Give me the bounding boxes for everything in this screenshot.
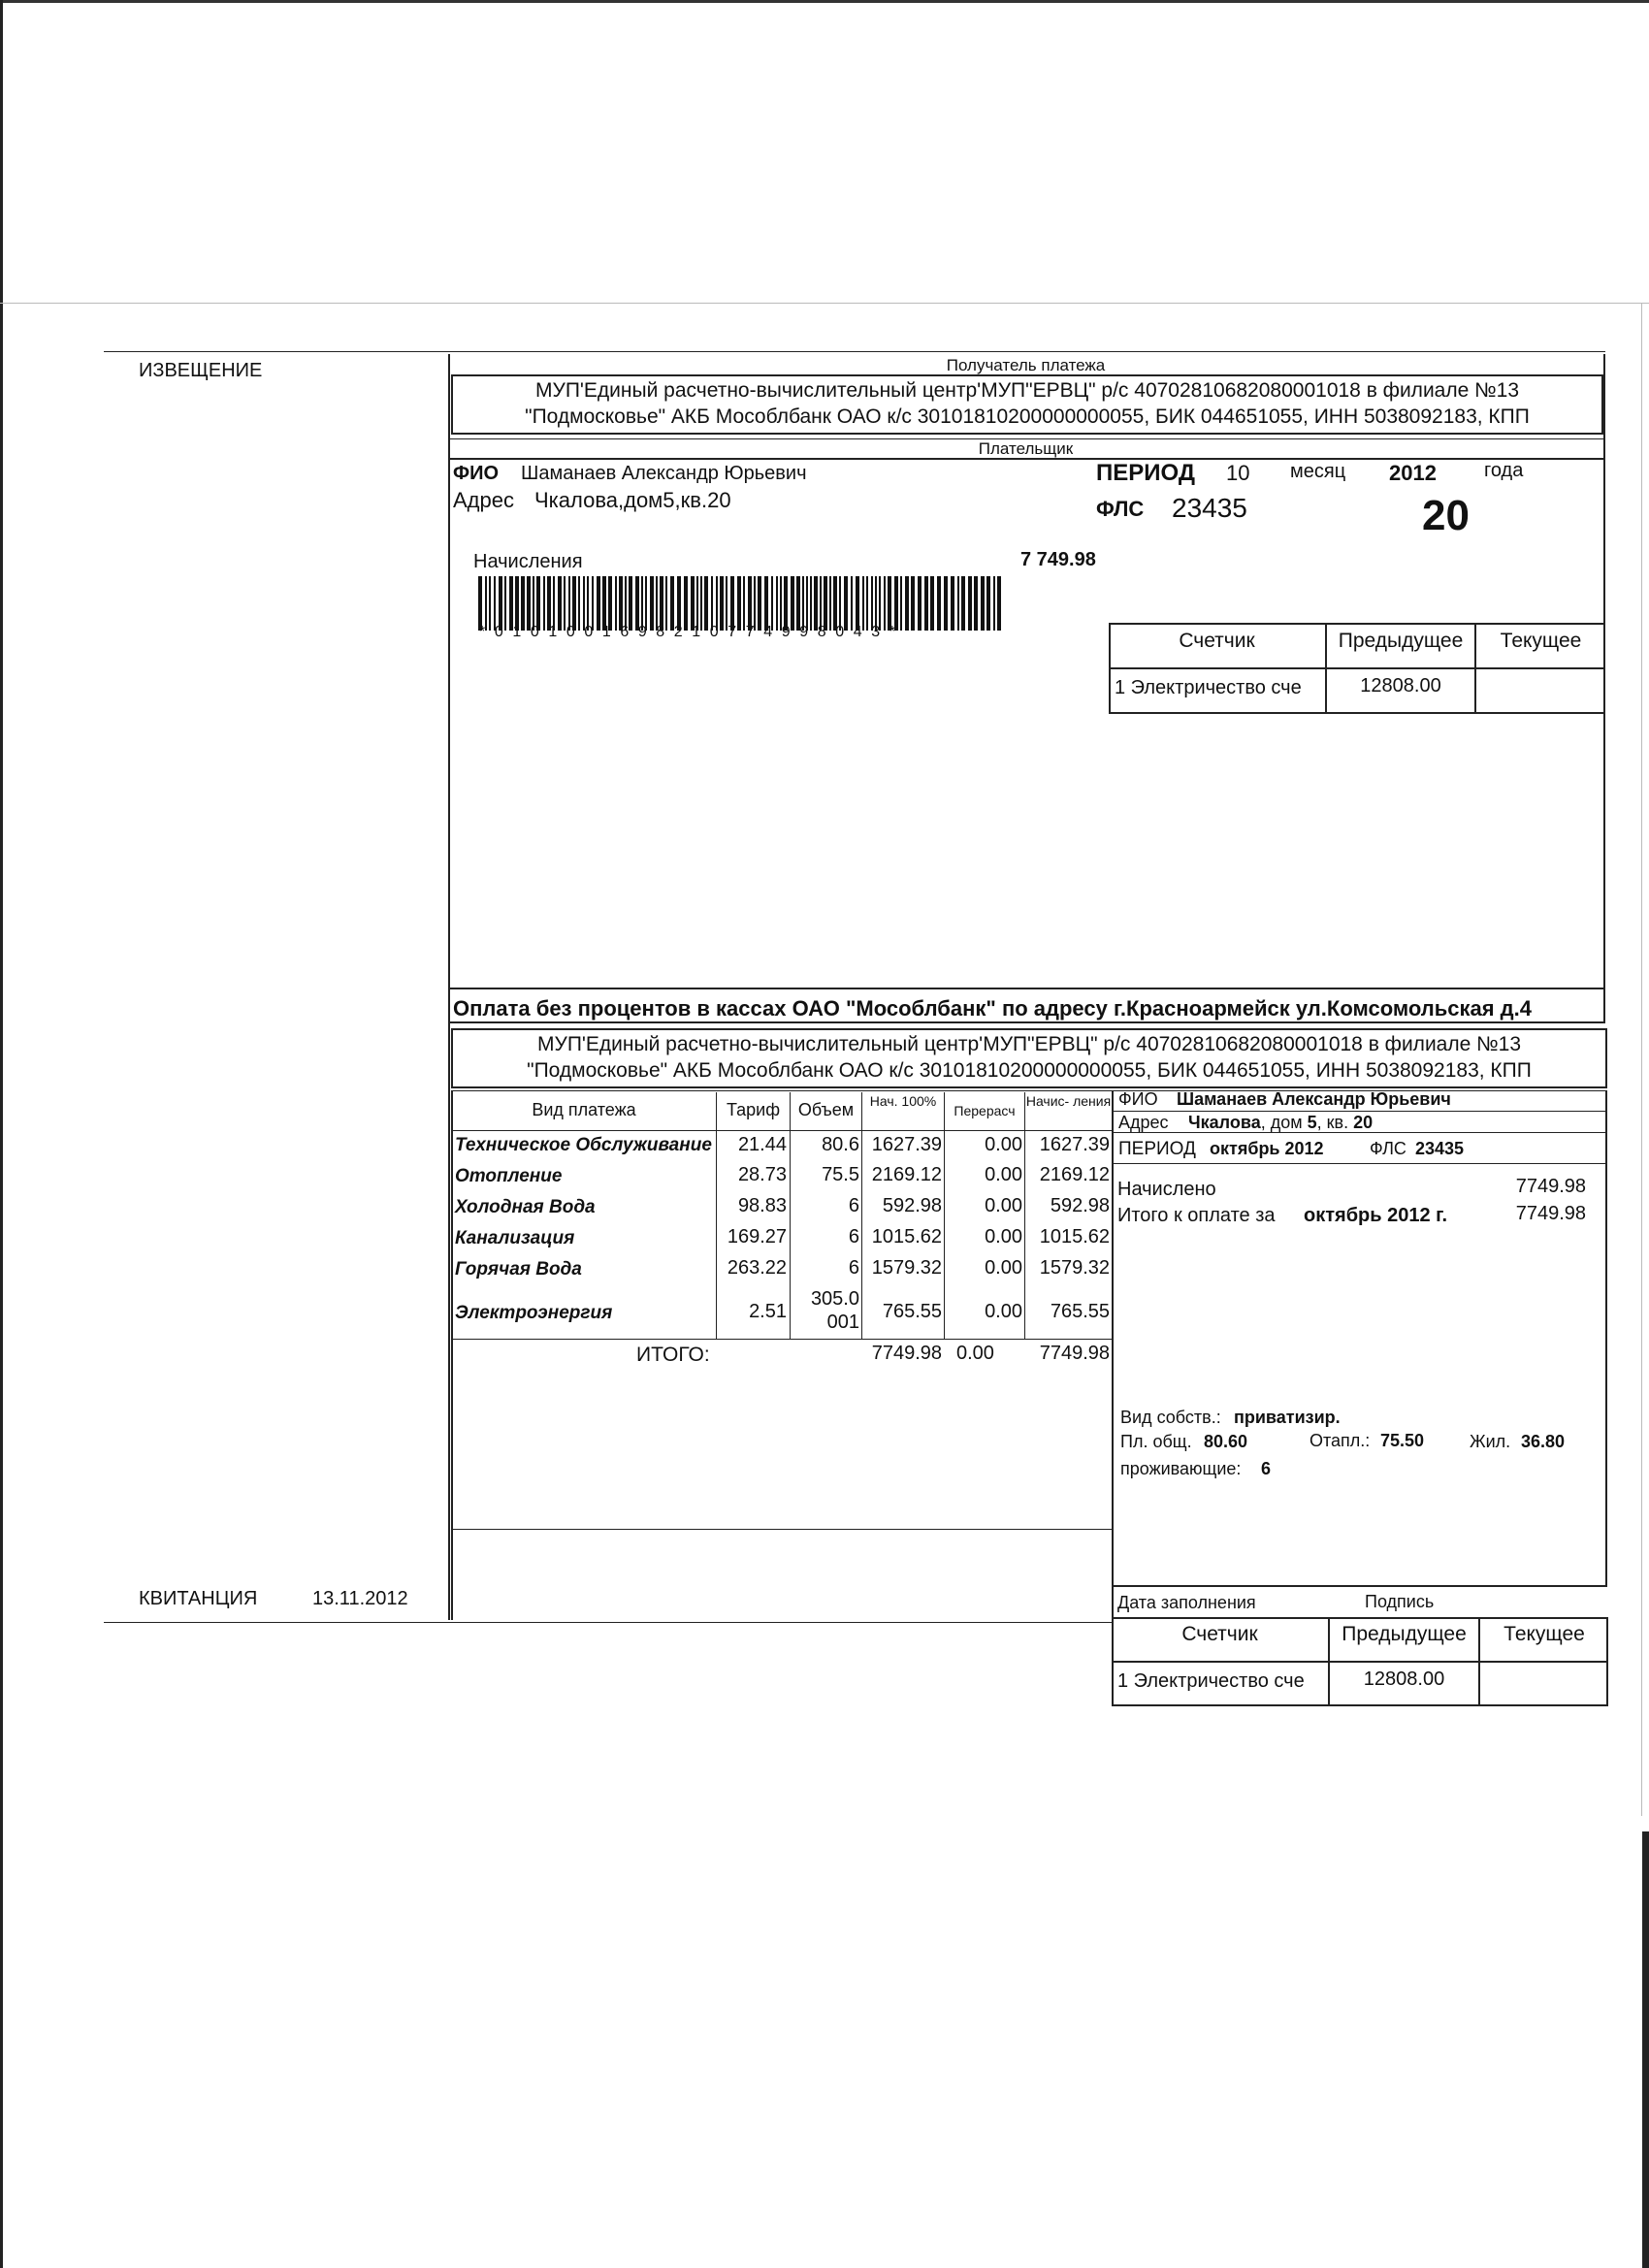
rp-area-living-label: Жил. bbox=[1470, 1432, 1511, 1451]
fio-label: ФИО bbox=[453, 463, 500, 484]
barcode-bar bbox=[592, 576, 594, 631]
barcode-bar bbox=[704, 576, 708, 631]
rp-fio-label: ФИО bbox=[1118, 1089, 1158, 1109]
barcode-bar bbox=[720, 576, 724, 631]
rule bbox=[451, 1090, 453, 1620]
meter-bottom-header-counter: Счетчик bbox=[1181, 1623, 1258, 1645]
rp-area-heat-value: 75.50 bbox=[1380, 1431, 1425, 1450]
rp-ownership-value: приватизир. bbox=[1234, 1408, 1341, 1427]
barcode-bar bbox=[553, 576, 555, 631]
barcode-bar bbox=[730, 576, 734, 631]
barcode-bar bbox=[974, 576, 978, 631]
period-year: 2012 bbox=[1389, 461, 1437, 485]
barcode-bar bbox=[608, 576, 612, 631]
address-value: Чкалова,дом5,кв.20 bbox=[534, 488, 731, 512]
barcode-bar bbox=[776, 576, 778, 631]
col-header-type: Вид платежа bbox=[532, 1100, 636, 1119]
scan-shadow-right bbox=[1642, 1831, 1649, 2268]
col-header-nach: Нач. 100% bbox=[869, 1093, 937, 1109]
charges-value: 7 749.98 bbox=[1020, 549, 1096, 570]
table-row-name: Горячая Вода bbox=[455, 1259, 582, 1280]
barcode-bar bbox=[884, 576, 886, 631]
total-charged: 7749.98 bbox=[1039, 1343, 1110, 1364]
meter-bottom-name: 1 Электричество сче bbox=[1117, 1671, 1305, 1691]
barcode-bar bbox=[981, 576, 985, 631]
fill-date-label: Дата заполнения bbox=[1117, 1593, 1256, 1612]
scan-shadow-top bbox=[0, 0, 1649, 3]
barcode-bar bbox=[650, 576, 654, 631]
rp-total-period: октябрь 2012 г. bbox=[1304, 1205, 1448, 1226]
table-cell: 80.6 bbox=[822, 1134, 859, 1155]
recipient-line1-receipt: МУП'Единый расчетно-вычислительный центр'МУП"ЕРВЦ" р/с 40702810682080001018 в филиале №13 bbox=[536, 1033, 1522, 1055]
barcode-bar bbox=[533, 576, 534, 631]
rule bbox=[1112, 1090, 1114, 1706]
barcode-bar bbox=[499, 576, 502, 631]
table-cell: 28.73 bbox=[737, 1164, 787, 1185]
rp-total-value: 7749.98 bbox=[1515, 1203, 1586, 1224]
barcode-bar bbox=[851, 576, 853, 631]
barcode-bar bbox=[806, 576, 808, 631]
table-cell: 0.00 bbox=[985, 1226, 1022, 1247]
rp-area-total-label: Пл. общ. bbox=[1120, 1432, 1192, 1451]
barcode-bar bbox=[871, 576, 873, 631]
table-row-name: Техническое Обслуживание bbox=[455, 1135, 712, 1155]
rule bbox=[451, 1339, 1112, 1340]
table-cell: 765.55 bbox=[1050, 1301, 1110, 1322]
fio-value: Шаманаев Александр Юрьевич bbox=[521, 463, 807, 484]
barcode-bar bbox=[993, 576, 995, 631]
barcode-bar bbox=[833, 576, 837, 631]
rp-charged-label: Начислено bbox=[1117, 1179, 1216, 1200]
sheet-edge-right bbox=[1641, 303, 1642, 1816]
rule bbox=[448, 1021, 1605, 1023]
barcode-bar bbox=[862, 576, 864, 631]
table-cell: 592.98 bbox=[882, 1195, 942, 1216]
meter-name: 1 Электричество сче bbox=[1115, 678, 1302, 697]
rp-period-label: ПЕРИОД bbox=[1118, 1139, 1196, 1159]
top-rule bbox=[104, 351, 1605, 352]
period-month: 10 bbox=[1226, 461, 1250, 485]
rp-residents-label: проживающие: bbox=[1120, 1459, 1242, 1478]
table-row-name: Отопление bbox=[455, 1166, 563, 1186]
barcode-bar bbox=[726, 576, 728, 631]
barcode-bar bbox=[645, 576, 647, 631]
rp-period-value: октябрь 2012 bbox=[1210, 1139, 1324, 1158]
payer-header: Плательщик bbox=[978, 439, 1074, 458]
barcode-bar bbox=[509, 576, 513, 631]
year-label: года bbox=[1484, 460, 1524, 481]
barcode-bar bbox=[587, 576, 589, 631]
table-cell: 2169.12 bbox=[1039, 1164, 1110, 1185]
barcode-bar bbox=[641, 576, 643, 631]
fls-label: ФЛС bbox=[1096, 497, 1145, 521]
barcode-bar bbox=[547, 576, 551, 631]
table-cell: 6 bbox=[848, 1195, 859, 1216]
barcode-bar bbox=[578, 576, 580, 631]
total-nach: 7749.98 bbox=[871, 1343, 942, 1364]
rp-address-flat-label: , кв. bbox=[1316, 1113, 1349, 1132]
barcode-bar bbox=[615, 576, 617, 631]
barcode-bar bbox=[957, 576, 959, 631]
barcode-bar bbox=[515, 576, 519, 631]
rp-total-label: Итого к оплате за bbox=[1117, 1205, 1276, 1226]
barcode-bar bbox=[771, 576, 773, 631]
rule bbox=[1112, 1111, 1605, 1112]
rule bbox=[1112, 1661, 1608, 1663]
barcode-bar bbox=[478, 576, 482, 631]
barcode-bar bbox=[504, 576, 506, 631]
rp-address-label: Адрес bbox=[1118, 1113, 1169, 1132]
barcode-bar bbox=[564, 576, 566, 631]
meter-previous: 12808.00 bbox=[1360, 675, 1441, 697]
barcode-bar bbox=[629, 576, 632, 631]
bottom-rule bbox=[104, 1622, 1114, 1623]
barcode-bar bbox=[677, 576, 681, 631]
barcode-bar bbox=[558, 576, 562, 631]
barcode-bar bbox=[543, 576, 545, 631]
rule bbox=[1112, 1163, 1605, 1164]
rp-address-house-label: , дом bbox=[1260, 1113, 1303, 1132]
rp-address bbox=[1188, 1113, 1373, 1133]
rp-fio-value: Шаманаев Александр Юрьевич bbox=[1177, 1089, 1451, 1109]
barcode-bar bbox=[660, 576, 663, 631]
barcode-bar bbox=[485, 576, 487, 631]
table-cell: 6 bbox=[848, 1257, 859, 1279]
table-row-name: Холодная Вода bbox=[455, 1197, 596, 1217]
col-header-tariff: Тариф bbox=[726, 1100, 781, 1119]
barcode-bar bbox=[583, 576, 585, 631]
rp-charged-value: 7749.98 bbox=[1515, 1176, 1586, 1197]
barcode-bar bbox=[820, 576, 822, 631]
rp-ownership-label: Вид собств.: bbox=[1120, 1408, 1221, 1427]
barcode-bar bbox=[875, 576, 877, 631]
barcode-bar bbox=[997, 576, 1001, 631]
rp-address-flat: 20 bbox=[1353, 1113, 1374, 1132]
rp-fls-label: ФЛС bbox=[1370, 1139, 1406, 1158]
barcode-text: *0101001698210774998043* bbox=[479, 624, 905, 640]
barcode-bar bbox=[597, 576, 600, 631]
sheet-edge bbox=[0, 303, 1649, 304]
barcode-bar bbox=[810, 576, 812, 631]
barcode-bar bbox=[791, 576, 794, 631]
signature-label: Подпись bbox=[1365, 1592, 1435, 1611]
col-header-volume: Объем bbox=[797, 1100, 855, 1119]
barcode-bar bbox=[691, 576, 695, 631]
barcode-bar bbox=[665, 576, 667, 631]
meter-header-previous: Предыдущее bbox=[1338, 630, 1464, 652]
rp-area-heat-label: Отапл.: bbox=[1310, 1431, 1371, 1450]
rp-address-street: Чкалова bbox=[1188, 1113, 1261, 1132]
month-label: месяц bbox=[1290, 461, 1346, 482]
address-label: Адрес bbox=[453, 488, 514, 512]
barcode-bar bbox=[814, 576, 818, 631]
barcode-bar bbox=[937, 576, 941, 631]
barcode bbox=[478, 576, 1007, 631]
rule bbox=[1605, 1090, 1607, 1585]
barcode-bar bbox=[684, 576, 688, 631]
scan-shadow-left bbox=[0, 0, 3, 2268]
barcode-bar bbox=[944, 576, 948, 631]
barcode-bar bbox=[716, 576, 718, 631]
barcode-bar bbox=[625, 576, 627, 631]
barcode-bar bbox=[879, 576, 881, 631]
barcode-bar bbox=[521, 576, 525, 631]
barcode-bar bbox=[743, 576, 745, 631]
recipient-line1: МУП'Единый расчетно-вычислительный центр'МУП"ЕРВЦ" р/с 40702810682080001018 в филиале №13 bbox=[534, 379, 1520, 402]
barcode-bar bbox=[839, 576, 841, 631]
table-cell: 263.22 bbox=[727, 1257, 787, 1279]
meter-header-current: Текущее bbox=[1500, 630, 1582, 652]
table-cell: 75.5 bbox=[822, 1164, 859, 1185]
meter-bottom-header-previous: Предыдущее bbox=[1342, 1623, 1467, 1645]
table-cell: 1627.39 bbox=[871, 1134, 942, 1155]
table-cell: 98.83 bbox=[737, 1195, 787, 1216]
table-cell: 1015.62 bbox=[1039, 1226, 1110, 1247]
table-cell: 1627.39 bbox=[1039, 1134, 1110, 1155]
barcode-bar bbox=[670, 576, 674, 631]
table-cell: 2169.12 bbox=[871, 1164, 942, 1185]
barcode-bar bbox=[824, 576, 827, 631]
barcode-bar bbox=[961, 576, 965, 631]
rp-area-living-value: 36.80 bbox=[1521, 1432, 1566, 1451]
fls-value: 23435 bbox=[1172, 493, 1247, 523]
recipient-header: Получатель платежа bbox=[946, 356, 1106, 374]
table-cell: 2.51 bbox=[749, 1301, 787, 1322]
table-cell: 765.55 bbox=[882, 1301, 942, 1322]
rule bbox=[448, 988, 1603, 989]
barcode-bar bbox=[494, 576, 496, 631]
total-label: ИТОГО: bbox=[636, 1344, 710, 1366]
barcode-bar bbox=[527, 576, 531, 631]
table-cell: 0.00 bbox=[985, 1134, 1022, 1155]
barcode-bar bbox=[951, 576, 954, 631]
barcode-bar bbox=[844, 576, 848, 631]
barcode-bar bbox=[780, 576, 782, 631]
barcode-bar bbox=[888, 576, 891, 631]
rp-residents-value: 6 bbox=[1261, 1459, 1272, 1478]
barcode-bar bbox=[602, 576, 606, 631]
barcode-bar bbox=[619, 576, 623, 631]
rp-address-house: 5 bbox=[1307, 1113, 1317, 1132]
barcode-bar bbox=[796, 576, 800, 631]
table-cell: 0.00 bbox=[985, 1164, 1022, 1185]
rule bbox=[448, 458, 1603, 460]
payment-note: Оплата без процентов в кассах ОАО "Мособлбанк" по адресу г.Красноармейск ул.Комсомольская д.4 bbox=[453, 996, 1532, 1021]
period-label: ПЕРИОД bbox=[1096, 460, 1195, 486]
table-cell: 6 bbox=[848, 1226, 859, 1247]
barcode-bar bbox=[489, 576, 491, 631]
barcode-bar bbox=[930, 576, 934, 631]
barcode-bar bbox=[748, 576, 752, 631]
barcode-bar bbox=[784, 576, 788, 631]
barcode-bar bbox=[536, 576, 540, 631]
recipient-line2: "Подмосковье" АКБ Мособлбанк ОАО к/с 30101810200000000055, БИК 044651055, ИНН 5038092183, КПП bbox=[525, 405, 1530, 428]
table-cell: 21.44 bbox=[737, 1134, 787, 1155]
barcode-bar bbox=[866, 576, 868, 631]
receipt-date: 13.11.2012 bbox=[312, 1588, 408, 1609]
table-cell: 169.27 bbox=[727, 1226, 787, 1247]
barcode-bar bbox=[829, 576, 831, 631]
barcode-bar bbox=[856, 576, 859, 631]
barcode-bar bbox=[986, 576, 990, 631]
rule bbox=[451, 1130, 1112, 1131]
barcode-bar bbox=[894, 576, 898, 631]
notice-label: ИЗВЕЩЕНИЕ bbox=[139, 360, 263, 381]
barcode-bar bbox=[924, 576, 928, 631]
meter-bottom-previous: 12808.00 bbox=[1363, 1669, 1445, 1690]
table-cell: 305.0 001 bbox=[810, 1288, 859, 1333]
col-header-charged: Начис- ления bbox=[1025, 1093, 1112, 1109]
rule bbox=[1109, 667, 1605, 669]
table-cell: 0.00 bbox=[985, 1301, 1022, 1322]
barcode-bar bbox=[656, 576, 658, 631]
table-cell: 0.00 bbox=[985, 1195, 1022, 1216]
table-row-name: Электроэнергия bbox=[455, 1303, 613, 1323]
barcode-bar bbox=[696, 576, 698, 631]
handwritten-number: 20 bbox=[1422, 492, 1470, 539]
barcode-bar bbox=[968, 576, 972, 631]
total-recalc: 0.00 bbox=[956, 1343, 994, 1364]
rp-fls-value: 23435 bbox=[1415, 1139, 1465, 1158]
barcode-bar bbox=[758, 576, 761, 631]
meter-header-counter: Счетчик bbox=[1179, 630, 1255, 652]
table-cell: 1579.32 bbox=[1039, 1257, 1110, 1279]
barcode-bar bbox=[572, 576, 576, 631]
table-cell: 0.00 bbox=[985, 1257, 1022, 1279]
barcode-bar bbox=[911, 576, 915, 631]
rule bbox=[1112, 1585, 1607, 1587]
col-header-recalc: Перерасч bbox=[954, 1103, 1016, 1118]
meter-bottom-header-current: Текущее bbox=[1504, 1623, 1585, 1645]
barcode-bar bbox=[918, 576, 922, 631]
barcode-bar bbox=[754, 576, 756, 631]
barcode-bar bbox=[700, 576, 702, 631]
barcode-bar bbox=[900, 576, 902, 631]
receipt-label: КВИТАНЦИЯ bbox=[139, 1588, 258, 1609]
barcode-bar bbox=[711, 576, 713, 631]
barcode-bar bbox=[802, 576, 804, 631]
barcode-bar bbox=[635, 576, 639, 631]
rp-area-total-value: 80.60 bbox=[1204, 1432, 1248, 1451]
recipient-line2-receipt: "Подмосковье" АКБ Мособлбанк ОАО к/с 30101810200000000055, БИК 044651055, ИНН 5038092183, КПП bbox=[527, 1059, 1532, 1082]
barcode-bar bbox=[568, 576, 570, 631]
table-row-name: Канализация bbox=[455, 1228, 575, 1248]
barcode-bar bbox=[905, 576, 909, 631]
barcode-bar bbox=[737, 576, 741, 631]
rule bbox=[451, 1529, 1112, 1530]
table-cell: 1015.62 bbox=[871, 1226, 942, 1247]
charges-label: Начисления bbox=[473, 551, 583, 572]
table-cell: 592.98 bbox=[1050, 1195, 1110, 1216]
barcode-bar bbox=[764, 576, 768, 631]
table-cell: 1579.32 bbox=[871, 1257, 942, 1279]
